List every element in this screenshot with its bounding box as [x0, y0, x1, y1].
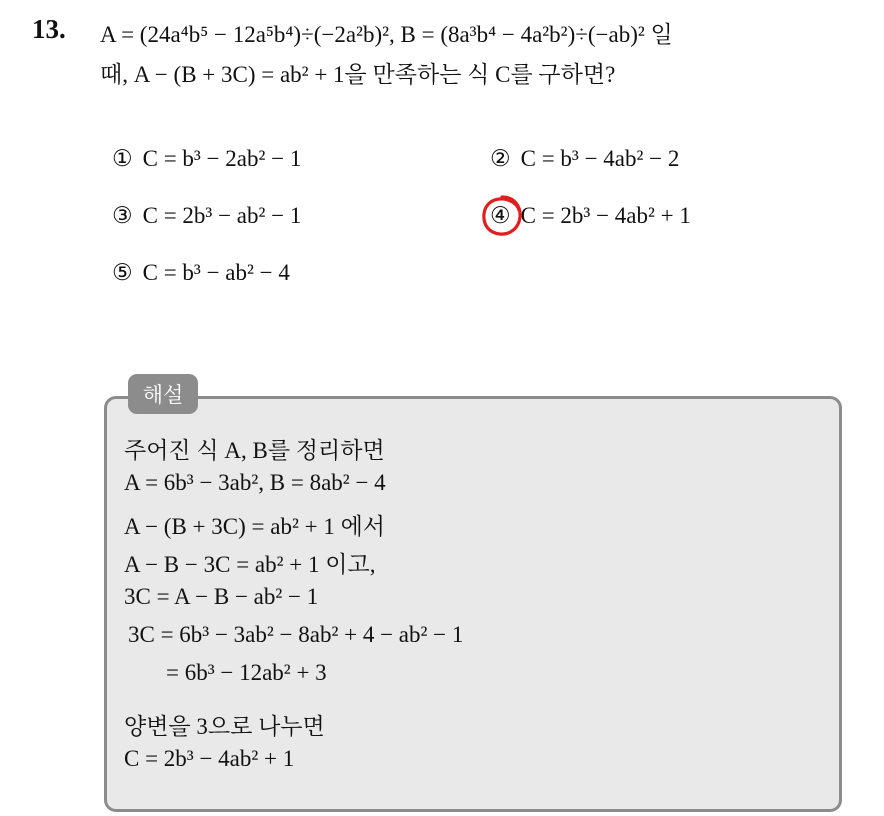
question-text-line-2: 때, A − (B + 3C) = ab² + 1을 만족하는 식 C를 구하면?	[100, 62, 616, 87]
choice-1-number: ①	[112, 146, 133, 171]
solution-line-5: 3C = A − B − ab² − 1	[124, 584, 319, 609]
answer-marker-circle-icon	[480, 194, 524, 238]
solution-line-6: 3C = 6b³ − 3ab² − 8ab² + 4 − ab² − 1	[128, 622, 464, 647]
solution-line-2: A = 6b³ − 3ab², B = 8ab² − 4	[124, 470, 386, 495]
choice-2-expression: C = b³ − 4ab² − 2	[520, 146, 680, 171]
choice-3-expression: C = 2b³ − ab² − 1	[142, 203, 302, 228]
choice-1[interactable]	[112, 146, 301, 172]
choice-4-expression: C = 2b³ − 4ab² + 1	[520, 203, 691, 228]
solution-line-4: A − B − 3C = ab² + 1 이고,	[124, 552, 376, 577]
choice-2[interactable]	[490, 146, 679, 172]
choice-1-expression: C = b³ − 2ab² − 1	[142, 146, 302, 171]
choice-5[interactable]	[112, 260, 290, 286]
solution-line-7: = 6b³ − 12ab² + 3	[166, 660, 327, 685]
solution-line-9: C = 2b³ − 4ab² + 1	[124, 746, 295, 771]
choice-3[interactable]	[112, 203, 301, 229]
choice-4-number: ④	[490, 203, 511, 228]
solution-tag: 해설	[128, 374, 198, 414]
solution-line-3: A − (B + 3C) = ab² + 1 에서	[124, 514, 386, 539]
solution-line-8: 양변을 3으로 나누면	[124, 714, 325, 739]
choice-3-number: ③	[112, 203, 133, 228]
question-text-line-1: A = (24a⁴b⁵ − 12a⁵b⁴)÷(−2a²b)², B = (8a³b⁴ − 4a²b²)÷(−ab)² 일	[100, 22, 673, 47]
answer-marker-stroke	[484, 197, 520, 234]
question-number: 13.	[32, 14, 66, 44]
choice-5-expression: C = b³ − ab² − 4	[142, 260, 290, 285]
choice-5-number: ⑤	[112, 260, 133, 285]
solution-line-1: 주어진 식 A, B를 정리하면	[124, 438, 385, 463]
choice-2-number: ②	[490, 146, 511, 171]
